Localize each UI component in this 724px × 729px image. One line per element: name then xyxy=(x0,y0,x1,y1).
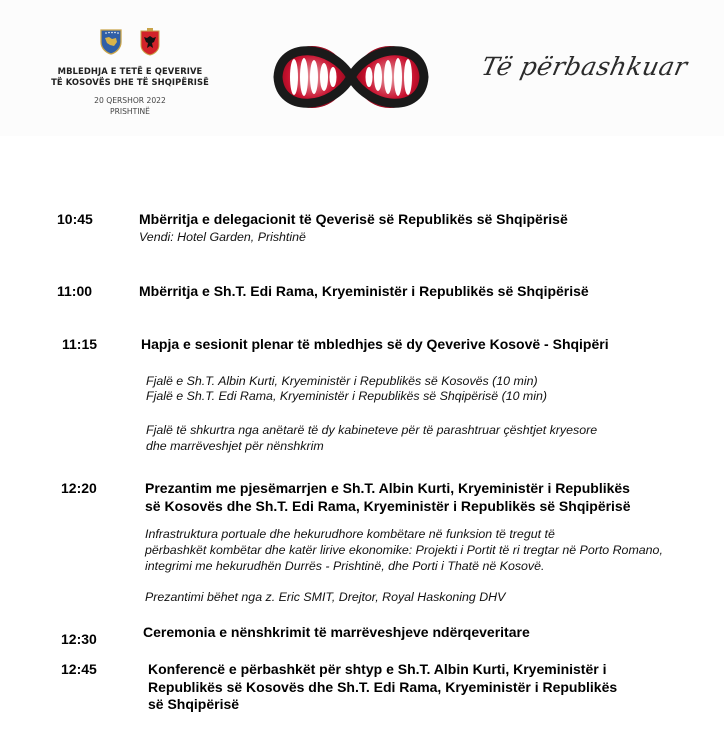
agenda-detail: Fjalë e Sh.T. Edi Rama, Kryeministër i Republikës së Shqipërisë (10 min) xyxy=(146,389,548,403)
agenda-title-line: Konferencë e përbashkët për shtyp e Sh.T. Albin Kurti, Kryeministër i xyxy=(148,661,607,677)
kosovo-emblem-icon xyxy=(100,29,122,55)
agenda-detail: përbashkët kombëtar dhe katër lirive ekonomike: Projekti i Portit të ri tregtar në Porto Romano, xyxy=(145,543,663,557)
infinity-logo xyxy=(272,36,430,118)
agenda-time: 10:45 xyxy=(57,211,93,227)
agenda-time: 11:00 xyxy=(57,283,93,299)
agenda-time: 12:45 xyxy=(61,661,97,677)
agenda-detail: Fjalë të shkurtra nga anëtarë të dy kabineteve për të parashtruar çështjet kryesore xyxy=(146,423,598,437)
agenda-title-line: Republikës së Kosovës dhe Sh.T. Edi Rama, Kryeministër i Republikës xyxy=(148,679,618,695)
agenda-detail: Fjalë e Sh.T. Albin Kurti, Kryeministër i Republikës së Kosovës (10 min) xyxy=(146,374,538,388)
meeting-date: 20 QERSHOR 2022 xyxy=(94,96,166,105)
agenda-title-line: Prezantim me pjesëmarrjen e Sh.T. Albin Kurti, Kryeministër i Republikës xyxy=(145,480,630,496)
motto-script: Të përbashkuar xyxy=(478,52,691,81)
agenda-detail: integrimi me hekurudhën Durrës - Prishtinë, dhe Porti i Thatë në Kosovë. xyxy=(145,559,545,573)
agenda-title: Mbërritja e delegacionit të Qeverisë së Republikës së Shqipërisë xyxy=(139,211,568,227)
meeting-title-line1: MBLEDHJA E TETË E QEVERIVE xyxy=(57,66,203,76)
agenda-title: Mbërritja e Sh.T. Edi Rama, Kryeministër i Republikës së Shqipërisë xyxy=(139,283,589,299)
agenda-title-line: së Shqipërisë xyxy=(148,696,240,712)
agenda-detail: Infrastruktura portuale dhe hekurudhore kombëtare në funksion të tregut të xyxy=(145,527,555,541)
agenda-time: 12:20 xyxy=(61,480,97,496)
meeting-title-line2: TË KOSOVËS DHE TË SHQIPËRISË xyxy=(51,77,209,87)
agenda-time: 11:15 xyxy=(62,336,98,352)
header-banner xyxy=(0,0,724,136)
agenda-title-line: së Kosovës dhe Sh.T. Edi Rama, Kryeministër i Republikës së Shqipërisë xyxy=(145,498,631,514)
agenda-title: Hapja e sesionit plenar të mbledhjes së dy Qeverive Kosovë - Shqipëri xyxy=(141,336,609,352)
meeting-place: PRISHTINË xyxy=(110,107,150,116)
agenda-detail: Prezantimi bëhet nga z. Eric SMIT, Drejtor, Royal Haskoning DHV xyxy=(145,590,506,604)
agenda-time: 12:30 xyxy=(61,631,97,647)
agenda-title: Ceremonia e nënshkrimit të marrëveshjeve ndërqeveritare xyxy=(143,624,530,640)
agenda-detail: Vendi: Hotel Garden, Prishtinë xyxy=(139,230,306,244)
agenda-detail: dhe marrëveshjet për nënshkrim xyxy=(146,439,324,453)
albania-emblem-icon xyxy=(140,28,160,56)
